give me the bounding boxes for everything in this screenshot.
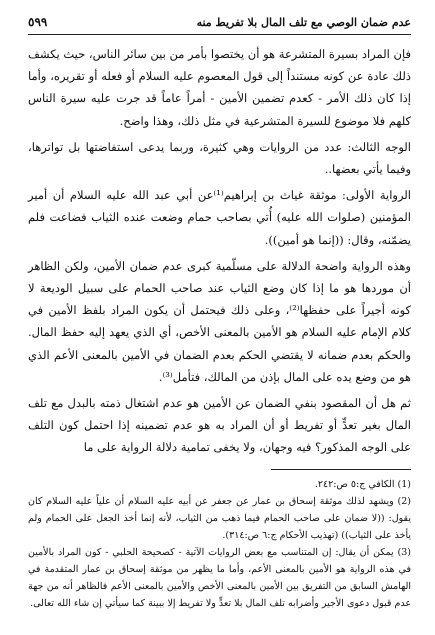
paragraph: ثم هل أن المقصود بنفي الضمان عن الأمين هو عدم اشتغال ذمته بالبدل مع تلف المال بغير تعدٍّ أو تفريط أو أن المراد به هو عدم تضمينه إذا احتمل كون التلف على الوجه المذكور؟ فيه وجهان، ولا يخفى تمامية دلالة الرواية على ما [28,396,411,455]
paragraph: وهذه الرواية واضحة الدلالة على مسلّمية كبرى عدم ضمان الأمين، ولكن الظاهر أن موردها هو ما إذا كان وضع الثياب عند صاحب الحمام على سبيل الوديعة لا كونه أجيراً على حفظها⁽²⁾، وعلى ذلك فيحتمل أن يكون المراد بلفظ الأمين في كلام الإمام عليه السلام هو الأمين بالمعنى الأخص، أي الذي يعهد إليه حفظ المال. والحكم بعدم ضمانه لا يقتضي الحكم بعدم الضمان في الأمين بالمعنى الأعم الذي هو من وضع يده على المال بإذن من المالك، فتأمل⁽³⁾. [28,258,412,384]
paragraph: الوجه الثالث: عدد من الروايات وهي كثيرة، وربما يدعى استفاضتها بل تواترها، وفيما يأتي بعضها.. [28,139,411,177]
footnote: (1) الكافي ج:٥ ص:٢٤٢. [314,478,411,490]
page-header [28,14,411,35]
footnotes [28,476,411,612]
main-text [28,43,411,459]
footnote: (3) يمكن أن يقال: إن المتناسب مع بعض الروايات الآتية - كصحيحة الحلبي - كون المراد بالأمين في هذه الرواية هو الأمين بالمعنى الأعم، وأما ما يظهر من موثقة إسحاق بن عمار المتقدمة في الهامش السابق من التفريق بين الأمين بالمعنى الأخص والأمين بالمعنى الأعم فالظاهر أنه من جهة عدم قبول دعوى الأجير وأضرابه تلف المال بلا تعدٍّ ولا تفريط إلا ببينة كما سيأتي إن شاء الله تعالى. [28,546,411,609]
footnote: (2) ويشهد لذلك موثقة إسحاق بن عمار عن جعفر عن أبيه عليه السلام أن علياً عليه السلام كان يقول: ((لا ضمان على صاحب الحمام فيما ذهب من الثياب، لأنه إنما أخذ الجعل على الحمام ولم يأخذ على الثياب)) (تهذيب الأحكام ج:٦ ص:٣١٤). [28,495,411,541]
page-number: ٥٩٩ [28,15,48,29]
running-title: عدم ضمان الوصي مع تلف المال بلا تفريط منه [196,16,411,29]
paragraph: الرواية الأولى: موثقة غياث بن إبراهيم⁽¹⁾عن أبي عبد الله عليه السلام أن أمير المؤمنين (صلوات الله عليه) أُتي بصاحب حمام وضعت عنده الثياب فضاعت فلم يضمّنه، وقال: ((إنما هو أمين)). [28,188,411,247]
paragraph: فإن المراد بسيرة المتشرعة هو أن يختصوا بأمر من بين سائر الناس، حيث يكشف ذلك عادة عن كونه مستنداً إلى قول المعصوم عليه السلام أو فعله أو تقريره، وأما إذا كان ذلك الأمر - كعدم تضمين الأمين - أمراً عاماً قد جرت عليه سيرة الناس كلهم فلا موضوع للسيرة المتشرعية في مثل ذلك، وهذا واضح. [28,47,411,128]
footnote-separator [271,469,411,470]
